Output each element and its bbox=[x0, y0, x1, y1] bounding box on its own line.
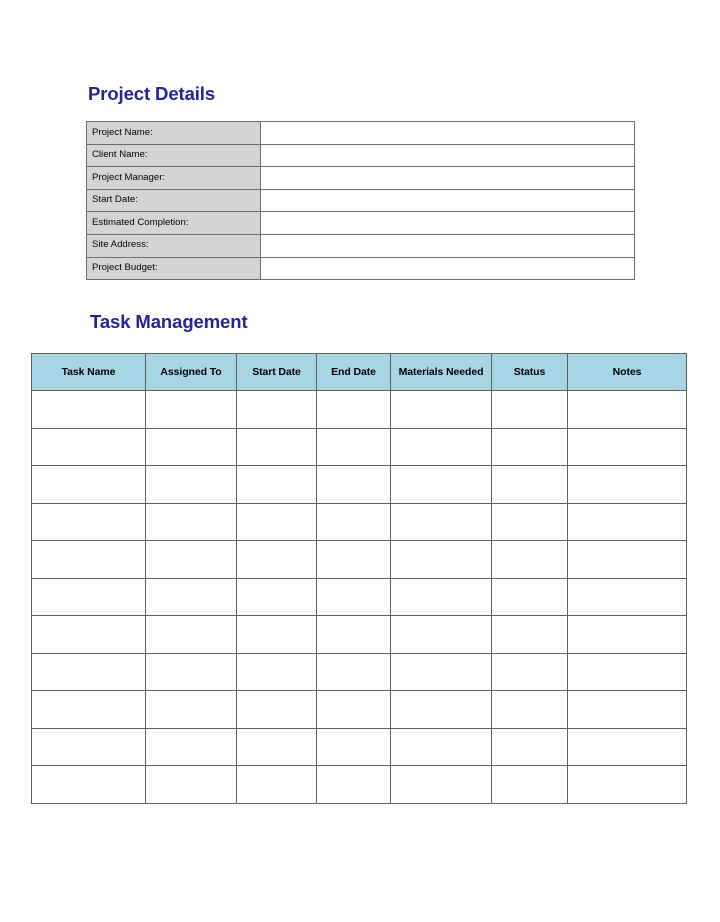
cell-notes[interactable] bbox=[568, 766, 687, 804]
client-name-field[interactable] bbox=[261, 144, 635, 167]
table-row bbox=[32, 391, 687, 429]
cell-end-date[interactable] bbox=[317, 691, 391, 729]
project-budget-label: Project Budget: bbox=[87, 257, 261, 280]
cell-start-date[interactable] bbox=[237, 728, 317, 766]
task-management-table bbox=[31, 353, 687, 804]
cell-assigned-to[interactable] bbox=[146, 428, 237, 466]
project-details-heading: Project Details bbox=[88, 83, 216, 104]
task-table-body bbox=[32, 391, 687, 804]
cell-materials-needed[interactable] bbox=[391, 578, 492, 616]
table-row bbox=[87, 257, 635, 280]
site-address-label: Site Address: bbox=[87, 234, 261, 257]
cell-status[interactable] bbox=[492, 391, 568, 429]
table-row bbox=[32, 428, 687, 466]
cell-task-name[interactable] bbox=[32, 541, 146, 579]
cell-assigned-to[interactable] bbox=[146, 691, 237, 729]
cell-status[interactable] bbox=[492, 578, 568, 616]
cell-status[interactable] bbox=[492, 728, 568, 766]
cell-assigned-to[interactable] bbox=[146, 616, 237, 654]
cell-end-date[interactable] bbox=[317, 541, 391, 579]
site-address-field[interactable] bbox=[261, 234, 635, 257]
project-name-field[interactable] bbox=[261, 122, 635, 145]
cell-notes[interactable] bbox=[568, 503, 687, 541]
cell-end-date[interactable] bbox=[317, 391, 391, 429]
cell-end-date[interactable] bbox=[317, 766, 391, 804]
cell-materials-needed[interactable] bbox=[391, 541, 492, 579]
table-row bbox=[32, 728, 687, 766]
estimated-completion-label: Estimated Completion: bbox=[87, 212, 261, 235]
task-table-head bbox=[32, 354, 687, 391]
cell-assigned-to[interactable] bbox=[146, 391, 237, 429]
cell-notes[interactable] bbox=[568, 428, 687, 466]
cell-materials-needed[interactable] bbox=[391, 653, 492, 691]
start-date-field[interactable] bbox=[261, 189, 635, 212]
cell-status[interactable] bbox=[492, 503, 568, 541]
cell-materials-needed[interactable] bbox=[391, 466, 492, 504]
cell-assigned-to[interactable] bbox=[146, 503, 237, 541]
cell-notes[interactable] bbox=[568, 391, 687, 429]
cell-start-date[interactable] bbox=[237, 503, 317, 541]
project-name-label: Project Name: bbox=[87, 122, 261, 145]
cell-materials-needed[interactable] bbox=[391, 616, 492, 654]
cell-start-date[interactable] bbox=[237, 466, 317, 504]
cell-task-name[interactable] bbox=[32, 766, 146, 804]
cell-status[interactable] bbox=[492, 653, 568, 691]
cell-end-date[interactable] bbox=[317, 653, 391, 691]
cell-task-name[interactable] bbox=[32, 503, 146, 541]
cell-end-date[interactable] bbox=[317, 503, 391, 541]
cell-notes[interactable] bbox=[568, 578, 687, 616]
estimated-completion-field[interactable] bbox=[261, 212, 635, 235]
cell-end-date[interactable] bbox=[317, 428, 391, 466]
table-row bbox=[32, 466, 687, 504]
cell-status[interactable] bbox=[492, 428, 568, 466]
table-row bbox=[32, 653, 687, 691]
table-row bbox=[32, 503, 687, 541]
cell-task-name[interactable] bbox=[32, 391, 146, 429]
project-details-body bbox=[87, 122, 635, 280]
column-header-assigned-to[interactable]: Assigned To bbox=[146, 354, 237, 391]
cell-start-date[interactable] bbox=[237, 541, 317, 579]
project-manager-field[interactable] bbox=[261, 167, 635, 190]
cell-status[interactable] bbox=[492, 616, 568, 654]
cell-start-date[interactable] bbox=[237, 766, 317, 804]
cell-end-date[interactable] bbox=[317, 616, 391, 654]
cell-notes[interactable] bbox=[568, 728, 687, 766]
cell-end-date[interactable] bbox=[317, 728, 391, 766]
cell-status[interactable] bbox=[492, 541, 568, 579]
cell-materials-needed[interactable] bbox=[391, 766, 492, 804]
cell-assigned-to[interactable] bbox=[146, 653, 237, 691]
table-row bbox=[87, 167, 635, 190]
cell-assigned-to[interactable] bbox=[146, 466, 237, 504]
cell-task-name[interactable] bbox=[32, 728, 146, 766]
project-budget-field[interactable] bbox=[261, 257, 635, 280]
cell-task-name[interactable] bbox=[32, 653, 146, 691]
cell-task-name[interactable] bbox=[32, 428, 146, 466]
project-manager-label: Project Manager: bbox=[87, 167, 261, 190]
column-header-end-date[interactable]: End Date bbox=[317, 354, 391, 391]
cell-task-name[interactable] bbox=[32, 616, 146, 654]
table-row bbox=[87, 234, 635, 257]
column-header-start-date[interactable]: Start Date bbox=[237, 354, 317, 391]
table-row bbox=[87, 189, 635, 212]
cell-notes[interactable] bbox=[568, 541, 687, 579]
cell-notes[interactable] bbox=[568, 691, 687, 729]
task-management-heading: Task Management bbox=[90, 311, 248, 332]
table-row bbox=[87, 122, 635, 145]
cell-start-date[interactable] bbox=[237, 428, 317, 466]
column-header-materials-needed[interactable]: Materials Needed bbox=[391, 354, 492, 391]
cell-start-date[interactable] bbox=[237, 578, 317, 616]
client-name-label: Client Name: bbox=[87, 144, 261, 167]
cell-start-date[interactable] bbox=[237, 616, 317, 654]
cell-task-name[interactable] bbox=[32, 691, 146, 729]
cell-end-date[interactable] bbox=[317, 466, 391, 504]
cell-status[interactable] bbox=[492, 466, 568, 504]
cell-materials-needed[interactable] bbox=[391, 503, 492, 541]
start-date-label: Start Date: bbox=[87, 189, 261, 212]
column-header-status[interactable]: Status bbox=[492, 354, 568, 391]
cell-materials-needed[interactable] bbox=[391, 691, 492, 729]
task-table-header-row bbox=[32, 354, 687, 391]
cell-end-date[interactable] bbox=[317, 578, 391, 616]
project-details-table bbox=[86, 121, 635, 280]
table-row bbox=[32, 578, 687, 616]
cell-status[interactable] bbox=[492, 691, 568, 729]
cell-start-date[interactable] bbox=[237, 653, 317, 691]
cell-assigned-to[interactable] bbox=[146, 766, 237, 804]
cell-start-date[interactable] bbox=[237, 691, 317, 729]
cell-materials-needed[interactable] bbox=[391, 391, 492, 429]
cell-assigned-to[interactable] bbox=[146, 578, 237, 616]
cell-status[interactable] bbox=[492, 766, 568, 804]
table-row bbox=[87, 212, 635, 235]
cell-materials-needed[interactable] bbox=[391, 728, 492, 766]
cell-notes[interactable] bbox=[568, 616, 687, 654]
column-header-notes[interactable]: Notes bbox=[568, 354, 687, 391]
cell-start-date[interactable] bbox=[237, 391, 317, 429]
column-header-task-name[interactable]: Task Name bbox=[32, 354, 146, 391]
cell-materials-needed[interactable] bbox=[391, 428, 492, 466]
table-row bbox=[87, 144, 635, 167]
table-row bbox=[32, 766, 687, 804]
cell-task-name[interactable] bbox=[32, 466, 146, 504]
cell-notes[interactable] bbox=[568, 653, 687, 691]
cell-assigned-to[interactable] bbox=[146, 728, 237, 766]
table-row bbox=[32, 616, 687, 654]
cell-notes[interactable] bbox=[568, 466, 687, 504]
cell-task-name[interactable] bbox=[32, 578, 146, 616]
table-row bbox=[32, 691, 687, 729]
table-row bbox=[32, 541, 687, 579]
cell-assigned-to[interactable] bbox=[146, 541, 237, 579]
